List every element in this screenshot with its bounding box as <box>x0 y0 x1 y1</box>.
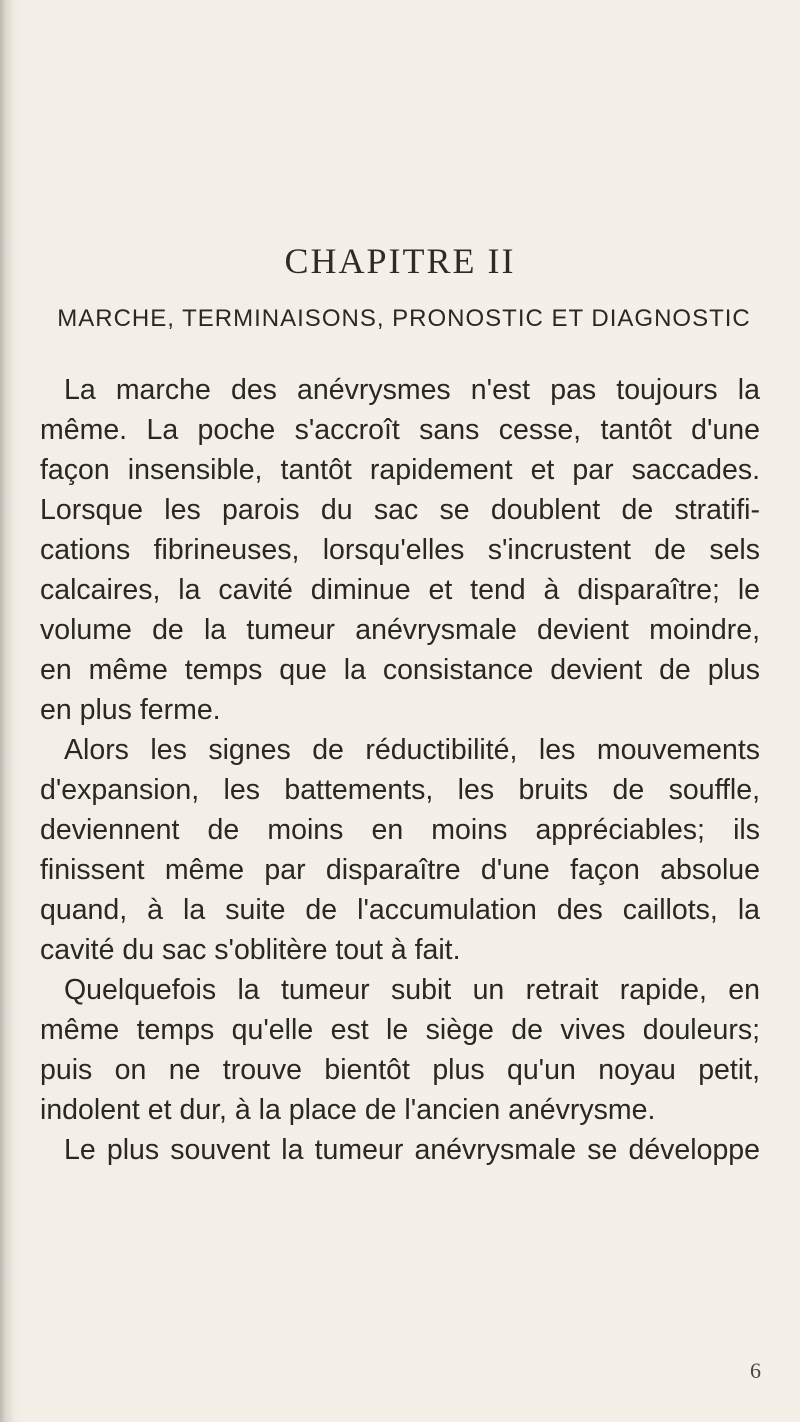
text-line: Quelquefois la tumeur subit un retrait rapide, en <box>64 974 760 1006</box>
text-line: cations fibrineuses, lorsqu'elles s'incrustent de sels <box>40 534 760 566</box>
text-line: même. La poche s'accroît sans cesse, tantôt d'une <box>40 414 760 446</box>
text-line: cavité du sac s'oblitère tout à fait. <box>40 934 461 966</box>
text-line: calcaires, la cavité diminue et tend à disparaître; le <box>40 574 760 606</box>
text-line: Alors les signes de réductibilité, les mouvements <box>64 734 760 766</box>
body-text <box>40 370 760 1170</box>
paragraph-3 <box>40 970 760 1130</box>
text-line: puis on ne trouve bientôt plus qu'un noyau petit, <box>40 1054 760 1086</box>
text-line: volume de la tumeur anévrysmale devient moindre, <box>40 614 760 646</box>
text-line: façon insensible, tantôt rapidement et par saccades. <box>40 454 760 486</box>
text-line: même temps qu'elle est le siège de vives douleurs; <box>40 1014 760 1046</box>
text-line: finissent même par disparaître d'une façon absolue <box>40 854 760 886</box>
text-line: Le plus souvent la tumeur anévrysmale se développe <box>64 1134 760 1166</box>
text-line: Lorsque les parois du sac se doublent de stratifi- <box>40 494 760 526</box>
chapter-subtitle: MARCHE, TERMINAISONS, PRONOSTIC ET DIAGNOSTIC <box>57 305 751 332</box>
text-line: en même temps que la consistance devient de plus <box>40 654 760 686</box>
text-line: La marche des anévrysmes n'est pas toujours la <box>64 374 760 406</box>
paragraph-4 <box>40 1130 760 1170</box>
text-line: en plus ferme. <box>40 694 221 726</box>
text-line: quand, à la suite de l'accumulation des caillots, la <box>40 894 760 926</box>
paragraph-1 <box>40 370 760 730</box>
page-binding-shadow <box>0 0 14 1422</box>
page-number: 6 <box>750 1358 761 1383</box>
chapter-title: CHAPITRE II <box>284 241 516 281</box>
paragraph-2 <box>40 730 760 970</box>
text-line: indolent et dur, à la place de l'ancien anévrysme. <box>40 1094 656 1126</box>
text-line: deviennent de moins en moins appréciables; ils <box>40 814 760 846</box>
text-line: d'expansion, les battements, les bruits de souffle, <box>40 774 760 806</box>
